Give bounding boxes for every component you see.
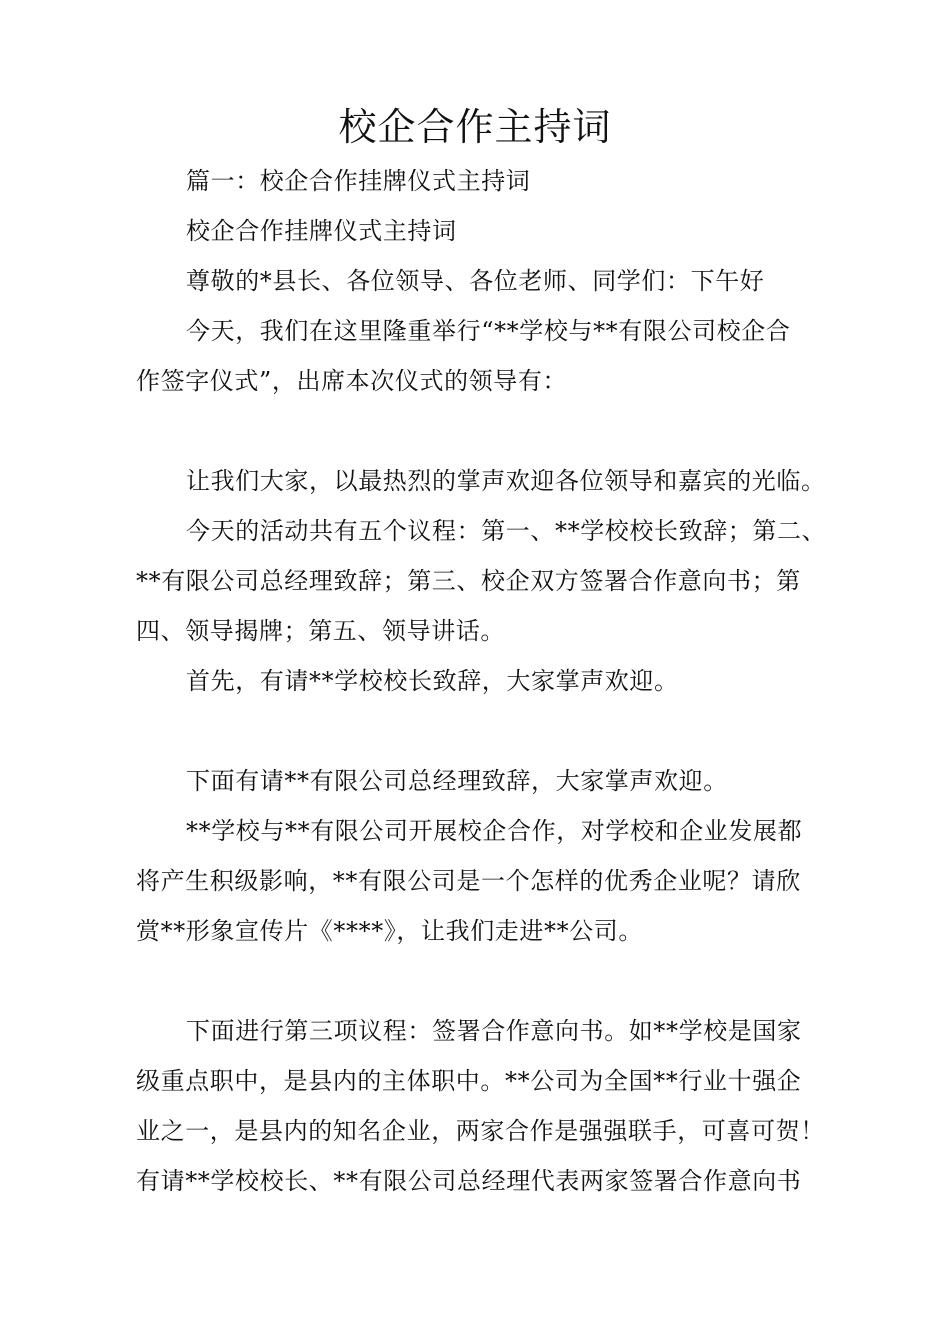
- paragraph-line: 下面有请**有限公司总经理致辞，大家掌声欢迎。: [186, 767, 728, 795]
- paragraph-line: 作签字仪式”，出席本次仪式的领导有：: [136, 367, 568, 395]
- paragraph-line: 四、领导揭牌；第五、领导讲话。: [136, 617, 505, 645]
- greeting-line: 尊敬的*县长、各位领导、各位老师、同学们：下午好: [186, 267, 765, 295]
- paragraph-line: 让我们大家，以最热烈的掌声欢迎各位领导和嘉宾的光临。: [186, 467, 826, 495]
- paragraph-line: 业之一，是县内的知名企业，两家合作是强强联手，可喜可贺！: [136, 1117, 825, 1145]
- paragraph-line: 将产生积级影响，**有限公司是一个怎样的优秀企业呢？请欣: [136, 867, 801, 895]
- paragraph-line: 今天，我们在这里隆重举行“**学校与**有限公司校企合: [186, 317, 791, 345]
- section-heading: 篇一：校企合作挂牌仪式主持词: [186, 167, 531, 195]
- paragraph-line: 今天的活动共有五个议程：第一、**学校校长致辞；第二、: [186, 517, 827, 545]
- paragraph-line: 有请**学校校长、**有限公司总经理代表两家签署合作意向书: [136, 1167, 802, 1195]
- paragraph-line: 下面进行第三项议程：签署合作意向书。如**学校是国家: [186, 1017, 802, 1045]
- paragraph-line: **有限公司总经理致辞；第三、校企双方签署合作意向书；第: [136, 567, 801, 595]
- paragraph-line: **学校与**有限公司开展校企合作，对学校和企业发展都: [186, 817, 803, 845]
- document-title: 校企合作主持词: [338, 105, 612, 149]
- paragraph-line: 首先，有请**学校校长致辞，大家掌声欢迎。: [186, 667, 679, 695]
- paragraph-line: 赏**形象宣传片《****》，让我们走进**公司。: [136, 917, 643, 945]
- paragraph-line: 级重点职中，是县内的主体职中。**公司为全国**行业十强企: [136, 1067, 802, 1095]
- subtitle-line: 校企合作挂牌仪式主持词: [186, 217, 457, 245]
